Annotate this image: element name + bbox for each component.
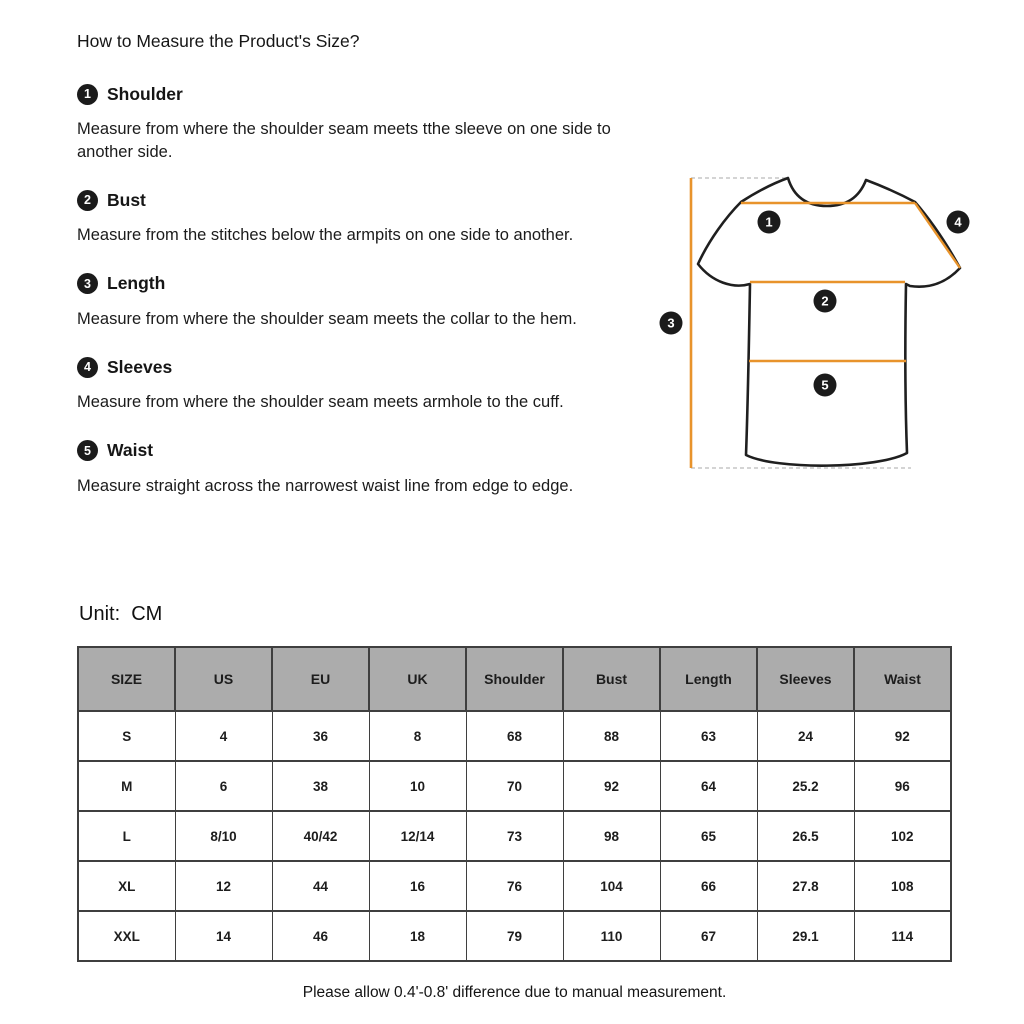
marker-shoulder xyxy=(758,211,781,234)
table-cell: 68 xyxy=(466,711,563,761)
table-cell: 64 xyxy=(660,761,757,811)
table-cell: 104 xyxy=(563,861,660,911)
table-row-s xyxy=(78,711,951,761)
table-cell: 76 xyxy=(466,861,563,911)
step-sleeves xyxy=(77,356,611,414)
step-label: Shoulder xyxy=(107,83,183,104)
table-cell: S xyxy=(78,711,175,761)
step-bust xyxy=(77,189,611,247)
header-cell-bust: Bust xyxy=(563,647,660,711)
step-shoulder xyxy=(77,83,611,163)
step-waist-header xyxy=(77,440,611,462)
table-cell: 18 xyxy=(369,911,466,961)
marker-waist xyxy=(814,374,837,397)
table-cell: 12/14 xyxy=(369,811,466,861)
header-cell-uk: UK xyxy=(369,647,466,711)
table-cell: 25.2 xyxy=(757,761,854,811)
header-cell-size: SIZE xyxy=(78,647,175,711)
size-chart-section xyxy=(77,603,952,1002)
table-cell: 8 xyxy=(369,711,466,761)
size-table-header xyxy=(78,647,951,711)
table-cell: 102 xyxy=(854,811,951,861)
table-cell: 26.5 xyxy=(757,811,854,861)
step-number-badge: 1 xyxy=(77,84,98,105)
table-cell: XXL xyxy=(78,911,175,961)
marker-number: 2 xyxy=(821,293,829,309)
table-cell: 12 xyxy=(175,861,272,911)
table-cell: 6 xyxy=(175,761,272,811)
step-label: Sleeves xyxy=(107,356,173,377)
table-cell: 92 xyxy=(563,761,660,811)
step-length-header xyxy=(77,273,611,295)
table-cell: XL xyxy=(78,861,175,911)
table-cell: L xyxy=(78,811,175,861)
header-cell-eu: EU xyxy=(272,647,369,711)
step-number-badge: 5 xyxy=(77,440,98,461)
step-description: Measure straight across the narrowest waist line from edge to edge. xyxy=(77,476,574,495)
step-label: Length xyxy=(107,273,166,293)
header-cell-shoulder: Shoulder xyxy=(466,647,563,711)
table-cell: 108 xyxy=(854,861,951,911)
header-cell-waist: Waist xyxy=(854,647,951,711)
marker-number: 5 xyxy=(821,377,829,393)
table-cell: 67 xyxy=(660,911,757,961)
table-cell: 65 xyxy=(660,811,757,861)
marker-number: 4 xyxy=(954,214,962,230)
unit-label: Unit: CM xyxy=(79,603,163,625)
step-waist xyxy=(77,440,611,498)
step-label: Bust xyxy=(107,189,146,210)
table-cell: 36 xyxy=(272,711,369,761)
table-cell: M xyxy=(78,761,175,811)
step-shoulder-header xyxy=(77,83,611,105)
tshirt-outline xyxy=(698,178,960,466)
table-cell: 114 xyxy=(854,911,951,961)
step-sleeves-header xyxy=(77,356,611,378)
table-cell: 70 xyxy=(466,761,563,811)
table-cell: 10 xyxy=(369,761,466,811)
table-cell: 88 xyxy=(563,711,660,761)
page-title: How to Measure the Product's Size? xyxy=(77,31,360,51)
measurement-disclaimer: Please allow 0.4'-0.8' difference due to manual measurement. xyxy=(302,984,727,1001)
step-bust-header xyxy=(77,189,611,211)
table-cell: 73 xyxy=(466,811,563,861)
marker-sleeves xyxy=(947,211,970,234)
tshirt-diagram-svg xyxy=(648,160,1020,485)
step-number-badge: 2 xyxy=(77,190,98,211)
tshirt-measurement-diagram xyxy=(648,160,1020,485)
table-cell: 29.1 xyxy=(757,911,854,961)
table-cell: 98 xyxy=(563,811,660,861)
marker-number: 1 xyxy=(765,214,773,230)
table-cell: 16 xyxy=(369,861,466,911)
table-cell: 44 xyxy=(272,861,369,911)
step-label: Waist xyxy=(107,440,154,460)
step-length xyxy=(77,273,611,331)
table-cell: 40/42 xyxy=(272,811,369,861)
table-cell: 4 xyxy=(175,711,272,761)
table-row-xxl xyxy=(78,911,951,961)
table-cell: 14 xyxy=(175,911,272,961)
table-cell: 110 xyxy=(563,911,660,961)
marker-bust xyxy=(814,290,837,313)
table-row-m xyxy=(78,761,951,811)
marker-number: 3 xyxy=(667,315,675,331)
marker-length xyxy=(660,312,683,335)
table-cell: 46 xyxy=(272,911,369,961)
step-description: Measure from where the shoulder seam meets armhole to the cuff. xyxy=(77,393,564,411)
header-cell-length: Length xyxy=(660,647,757,711)
instructions-column xyxy=(77,31,611,523)
table-cell: 63 xyxy=(660,711,757,761)
step-number-badge: 4 xyxy=(77,357,98,378)
table-cell: 27.8 xyxy=(757,861,854,911)
table-cell: 79 xyxy=(466,911,563,961)
step-number-badge: 3 xyxy=(77,273,98,294)
table-cell: 96 xyxy=(854,761,951,811)
table-row-xl xyxy=(78,861,951,911)
header-row xyxy=(78,647,951,711)
table-cell: 24 xyxy=(757,711,854,761)
header-cell-us: US xyxy=(175,647,272,711)
table-cell: 92 xyxy=(854,711,951,761)
table-cell: 38 xyxy=(272,761,369,811)
step-description: Measure from where the shoulder seam meets tthe sleeve on one side to another side. xyxy=(77,120,611,161)
table-row-l xyxy=(78,811,951,861)
size-table-body xyxy=(78,711,951,961)
header-cell-sleeves: Sleeves xyxy=(757,647,854,711)
table-cell: 8/10 xyxy=(175,811,272,861)
table-cell: 66 xyxy=(660,861,757,911)
size-table xyxy=(77,646,952,962)
step-description: Measure from where the shoulder seam meets the collar to the hem. xyxy=(77,309,577,328)
step-description: Measure from the stitches below the armpits on one side to another. xyxy=(77,226,574,244)
